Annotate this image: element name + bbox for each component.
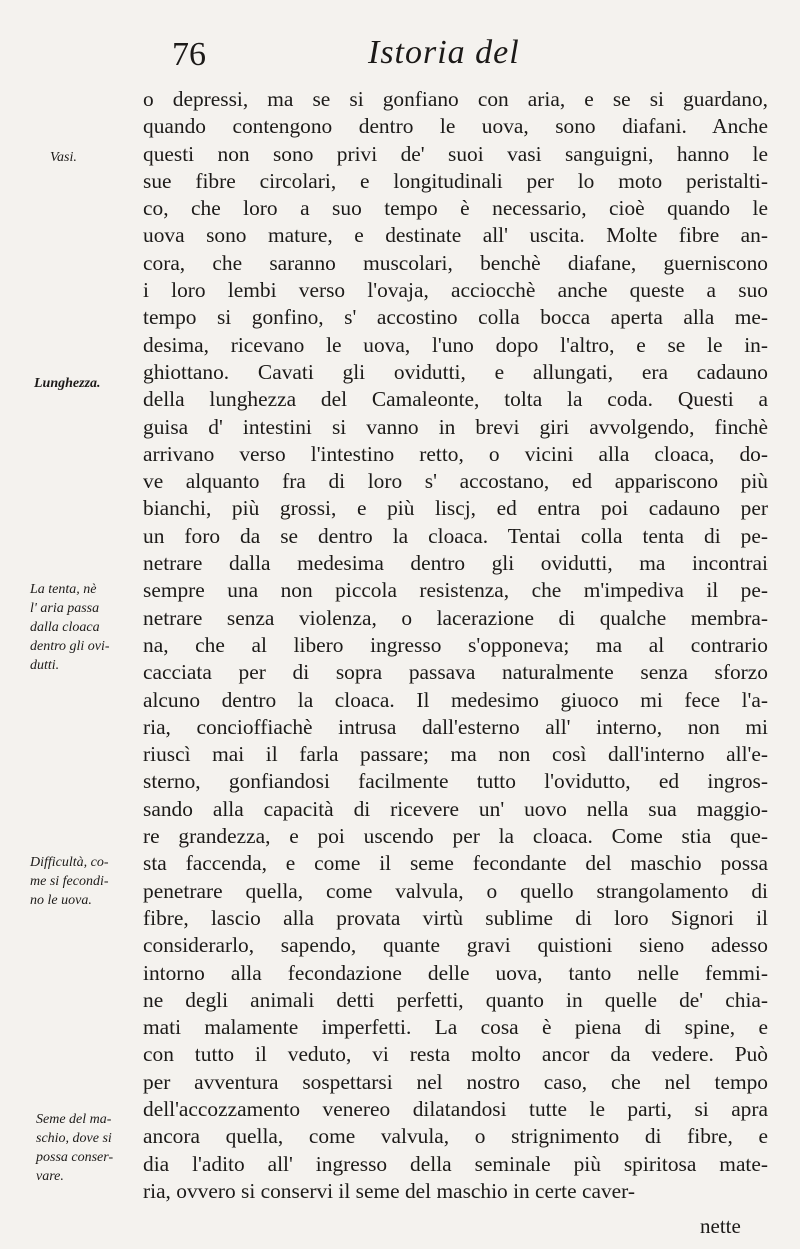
text-line: cora, che saranno muscolari, benchè diafane, guerniscono (143, 250, 768, 275)
text-line: netrare senza violenza, o lacerazione di qualche membra- (143, 605, 768, 630)
text-line: alcuno dentro la cloaca. Il medesimo giuoco mi fece l'a- (143, 687, 768, 712)
text-line: fibre, lascio alla provata virtù sublime di loro Signori il (143, 905, 768, 930)
text-line: uova sono mature, e destinate all' uscita. Molte fibre an- (143, 223, 768, 248)
text-line: ria, concioffiachè intrusa dall'esterno all' interno, non mi (143, 714, 768, 739)
text-line: arrivano verso l'intestino retto, o vicini alla cloaca, do- (143, 441, 768, 466)
text-line: dell'accozzamento venereo dilatandosi tutte le parti, si apra (143, 1096, 768, 1121)
text-line: considerarlo, sapendo, quante gravi quistioni sieno adesso (143, 933, 768, 958)
text-line: ve alquanto fra di loro s' accostano, ed appariscono più (143, 469, 768, 494)
text-line: della lunghezza del Camaleonte, tolta la coda. Questi a (143, 387, 768, 412)
marginal-note-lunghezza: Lunghezza. (34, 376, 101, 391)
text-line: sempre una non piccola resistenza, che m'impediva il pe- (143, 578, 768, 603)
text-line: guisa d' intestini si vanno in brevi giri avvolgendo, finchè (143, 414, 768, 439)
marginal-note-vasi: Vasi. (50, 150, 77, 165)
text-line: bianchi, più grossi, e più liscj, ed entra poi cadauno per (143, 496, 768, 521)
text-line: i loro lembi verso l'ovaja, acciocchè anche queste a suo (143, 278, 768, 303)
text-line: questi non sono privi de' suoi vasi sanguigni, hanno le (143, 141, 768, 166)
text-line: sta faccenda, e come il seme fecondante del maschio possa (143, 851, 768, 876)
text-line: sue fibre circolari, e longitudinali per lo moto peristalti- (143, 168, 768, 193)
text-line: re grandezza, e poi uscendo per la cloaca. Come stia que- (143, 824, 768, 849)
page-number: 76 (172, 36, 206, 73)
text-line: sterno, gonfiandosi facilmente tutto l'ovidutto, ed ingros- (143, 769, 768, 794)
marginal-note-tenta: La tenta, nè l' aria passa dalla cloaca dentro gli ovi- dutti. (30, 582, 110, 673)
text-line: netrare dalla medesima dentro gli ovidutti, ma incontrai (143, 551, 768, 576)
text-line: na, che al libero ingresso s'opponeva; ma al contrario (143, 632, 768, 657)
page-header (0, 28, 800, 78)
text-line: ne degli animali detti perfetti, quanto in quelle de' chia- (143, 987, 768, 1012)
text-line: quando contengono dentro le uova, sono diafani. Anche (143, 114, 768, 139)
text-line: ghiottano. Cavati gli ovidutti, e allungati, era cadauno (143, 359, 768, 384)
marginal-note-seme: Seme del ma- schio, dove si possa conser- vare. (36, 1112, 114, 1184)
running-head: Istoria del (368, 34, 520, 71)
text-line: ancora quella, come valvula, o strignimento di fibre, e (143, 1124, 768, 1149)
text-line: mati malamente imperfetti. La cosa è piena di spine, e (143, 1015, 768, 1040)
text-line: un foro da se dentro la cloaca. Tentai colla tenta di pe- (143, 523, 768, 548)
text-line: con tutto il veduto, vi resta molto ancor da vedere. Può (143, 1042, 768, 1067)
body-text (143, 86, 768, 1205)
text-line: per avventura sospettarsi nel nostro caso, che nel tempo (143, 1069, 768, 1094)
text-line: desima, ricevano le uova, l'uno dopo l'altro, e se le in- (143, 332, 768, 357)
marginal-note-difficulta: Difficultà, co- me si fecondi- no le uova. (30, 855, 109, 908)
text-line: riuscì mai il farla passare; ma non così dall'interno all'e- (143, 742, 768, 767)
text-line: dia l'adito all' ingresso della seminale più spiritosa mate- (143, 1151, 768, 1176)
text-line: intorno alla fecondazione delle uova, tanto nelle femmi- (143, 960, 768, 985)
text-line: o depressi, ma se si gonfiano con aria, e se si guardano, (143, 87, 768, 111)
text-line: penetrare quella, come valvula, o quello strangolamento di (143, 878, 768, 903)
text-line: sando alla capacità di ricevere un' uovo nella sua maggio- (143, 796, 768, 821)
text-line: ria, ovvero si conservi il seme del maschio in certe caver- (143, 1178, 635, 1203)
text-line: co, che loro a suo tempo è necessario, cioè quando le (143, 196, 768, 221)
text-line: cacciata per di sopra passava naturalmente senza sforzo (143, 660, 768, 685)
catchword: nette (700, 1214, 741, 1238)
text-line: tempo si gonfino, s' accostino colla bocca aperta alla me- (143, 305, 768, 330)
